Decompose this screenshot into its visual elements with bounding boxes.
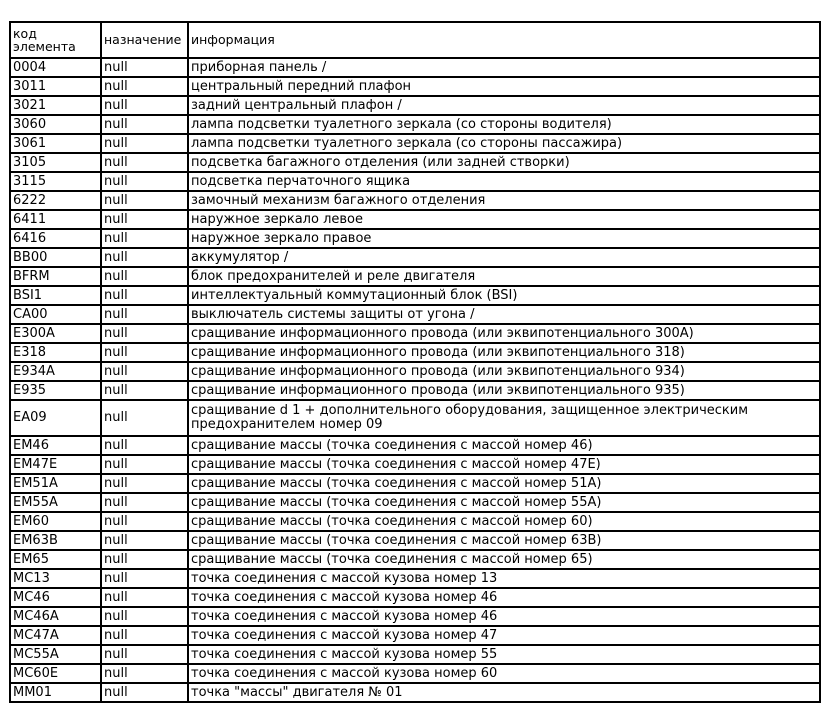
cell-info: точка соединения с массой кузова номер 47 xyxy=(188,626,820,645)
table-row xyxy=(10,664,820,683)
cell-purpose: null xyxy=(101,343,188,362)
cell-code: 6416 xyxy=(10,229,101,248)
table-row xyxy=(10,626,820,645)
cell-purpose: null xyxy=(101,172,188,191)
cell-code: CA00 xyxy=(10,305,101,324)
cell-purpose: null xyxy=(101,645,188,664)
cell-info: лампа подсветки туалетного зеркала (со стороны водителя) xyxy=(188,115,820,134)
table-row xyxy=(10,569,820,588)
cell-info: задний центральный плафон / xyxy=(188,96,820,115)
cell-purpose: null xyxy=(101,96,188,115)
cell-purpose: null xyxy=(101,569,188,588)
cell-code: 3021 xyxy=(10,96,101,115)
table-row xyxy=(10,455,820,474)
cell-purpose: null xyxy=(101,664,188,683)
cell-info: приборная панель / xyxy=(188,58,820,77)
table-row xyxy=(10,134,820,153)
cell-code: BFRM xyxy=(10,267,101,286)
cell-info: сращивание массы (точка соединения с массой номер 63B) xyxy=(188,531,820,550)
cell-purpose: null xyxy=(101,191,188,210)
cell-purpose: null xyxy=(101,324,188,343)
cell-purpose: null xyxy=(101,683,188,702)
table-row xyxy=(10,683,820,702)
cell-code: MC60E xyxy=(10,664,101,683)
header-info: информация xyxy=(188,22,820,58)
cell-purpose: null xyxy=(101,436,188,455)
cell-info: сращивание информационного провода (или эквипотенциального 300A) xyxy=(188,324,820,343)
cell-purpose: null xyxy=(101,286,188,305)
cell-code: 3115 xyxy=(10,172,101,191)
cell-purpose: null xyxy=(101,455,188,474)
cell-code: 6222 xyxy=(10,191,101,210)
cell-code: 0004 xyxy=(10,58,101,77)
table-row xyxy=(10,512,820,531)
cell-info: сращивание массы (точка соединения с массой номер 51A) xyxy=(188,474,820,493)
table-row xyxy=(10,362,820,381)
cell-purpose: null xyxy=(101,305,188,324)
cell-info: выключатель системы защиты от угона / xyxy=(188,305,820,324)
table-row xyxy=(10,96,820,115)
table-row xyxy=(10,343,820,362)
table-row xyxy=(10,607,820,626)
cell-purpose: null xyxy=(101,267,188,286)
table-row xyxy=(10,115,820,134)
table-row xyxy=(10,645,820,664)
cell-purpose: null xyxy=(101,626,188,645)
cell-info: блок предохранителей и реле двигателя xyxy=(188,267,820,286)
cell-purpose: null xyxy=(101,77,188,96)
cell-info: интеллектуальный коммутационный блок (BSI) xyxy=(188,286,820,305)
cell-info: сращивание информационного провода (или эквипотенциального 318) xyxy=(188,343,820,362)
cell-purpose: null xyxy=(101,229,188,248)
cell-info: сращивание массы (точка соединения с массой номер 60) xyxy=(188,512,820,531)
cell-code: 3011 xyxy=(10,77,101,96)
cell-info: подсветка перчаточного ящика xyxy=(188,172,820,191)
table-row xyxy=(10,550,820,569)
cell-code: EM46 xyxy=(10,436,101,455)
cell-purpose: null xyxy=(101,153,188,172)
cell-code: EM60 xyxy=(10,512,101,531)
cell-code: EM55A xyxy=(10,493,101,512)
table-row xyxy=(10,588,820,607)
cell-code: 6411 xyxy=(10,210,101,229)
cell-code: E935 xyxy=(10,381,101,400)
cell-info: сращивание массы (точка соединения с массой номер 46) xyxy=(188,436,820,455)
cell-info: точка соединения с массой кузова номер 55 xyxy=(188,645,820,664)
table-header-row xyxy=(10,22,820,58)
cell-code: BB00 xyxy=(10,248,101,267)
table-row xyxy=(10,229,820,248)
cell-info: центральный передний плафон xyxy=(188,77,820,96)
cell-info: сращивание массы (точка соединения с массой номер 65) xyxy=(188,550,820,569)
cell-purpose: null xyxy=(101,248,188,267)
cell-code: E934A xyxy=(10,362,101,381)
cell-code: EM47E xyxy=(10,455,101,474)
cell-info: точка соединения с массой кузова номер 46 xyxy=(188,588,820,607)
header-purpose: назначение xyxy=(101,22,188,58)
cell-purpose: null xyxy=(101,588,188,607)
cell-purpose: null xyxy=(101,607,188,626)
cell-purpose: null xyxy=(101,493,188,512)
table-row xyxy=(10,381,820,400)
cell-info: точка соединения с массой кузова номер 60 xyxy=(188,664,820,683)
table-row xyxy=(10,324,820,343)
cell-info: лампа подсветки туалетного зеркала (со стороны пассажира) xyxy=(188,134,820,153)
table-row xyxy=(10,153,820,172)
cell-purpose: null xyxy=(101,400,188,436)
cell-code: EA09 xyxy=(10,400,101,436)
cell-info: замочный механизм багажного отделения xyxy=(188,191,820,210)
cell-code: E318 xyxy=(10,343,101,362)
cell-code: 3061 xyxy=(10,134,101,153)
cell-purpose: null xyxy=(101,474,188,493)
cell-code: EM51A xyxy=(10,474,101,493)
table-row xyxy=(10,191,820,210)
cell-code: MC46 xyxy=(10,588,101,607)
cell-purpose: null xyxy=(101,210,188,229)
cell-purpose: null xyxy=(101,381,188,400)
table-row xyxy=(10,305,820,324)
table-row xyxy=(10,77,820,96)
table-row xyxy=(10,436,820,455)
cell-info: сращивание массы (точка соединения с массой номер 47E) xyxy=(188,455,820,474)
cell-code: E300A xyxy=(10,324,101,343)
cell-purpose: null xyxy=(101,512,188,531)
header-code: код элемента xyxy=(10,22,101,58)
table-row xyxy=(10,400,820,436)
cell-purpose: null xyxy=(101,550,188,569)
cell-purpose: null xyxy=(101,362,188,381)
cell-info: подсветка багажного отделения (или задней створки) xyxy=(188,153,820,172)
table-row xyxy=(10,493,820,512)
cell-info: сращивание d 1 + дополнительного оборудования, защищенное электрическим предохранителем номер 09 xyxy=(188,400,820,436)
table-row xyxy=(10,58,820,77)
element-code-table xyxy=(9,21,821,703)
cell-info: аккумулятор / xyxy=(188,248,820,267)
table-row xyxy=(10,474,820,493)
cell-code: MC55A xyxy=(10,645,101,664)
cell-info: точка "массы" двигателя № 01 xyxy=(188,683,820,702)
cell-code: MC46A xyxy=(10,607,101,626)
table-row xyxy=(10,286,820,305)
cell-info: сращивание информационного провода (или эквипотенциального 934) xyxy=(188,362,820,381)
table-row xyxy=(10,267,820,286)
cell-code: 3060 xyxy=(10,115,101,134)
cell-purpose: null xyxy=(101,134,188,153)
cell-code: MM01 xyxy=(10,683,101,702)
cell-purpose: null xyxy=(101,531,188,550)
cell-code: MC13 xyxy=(10,569,101,588)
cell-purpose: null xyxy=(101,58,188,77)
cell-purpose: null xyxy=(101,115,188,134)
cell-info: наружное зеркало правое xyxy=(188,229,820,248)
table-row xyxy=(10,172,820,191)
cell-info: точка соединения с массой кузова номер 13 xyxy=(188,569,820,588)
cell-code: EM65 xyxy=(10,550,101,569)
cell-info: сращивание информационного провода (или эквипотенциального 935) xyxy=(188,381,820,400)
cell-code: EM63B xyxy=(10,531,101,550)
cell-code: 3105 xyxy=(10,153,101,172)
table-row xyxy=(10,210,820,229)
table-row xyxy=(10,531,820,550)
cell-code: MC47A xyxy=(10,626,101,645)
cell-code: BSI1 xyxy=(10,286,101,305)
cell-info: наружное зеркало левое xyxy=(188,210,820,229)
cell-info: точка соединения с массой кузова номер 46 xyxy=(188,607,820,626)
cell-info: сращивание массы (точка соединения с массой номер 55A) xyxy=(188,493,820,512)
table-row xyxy=(10,248,820,267)
